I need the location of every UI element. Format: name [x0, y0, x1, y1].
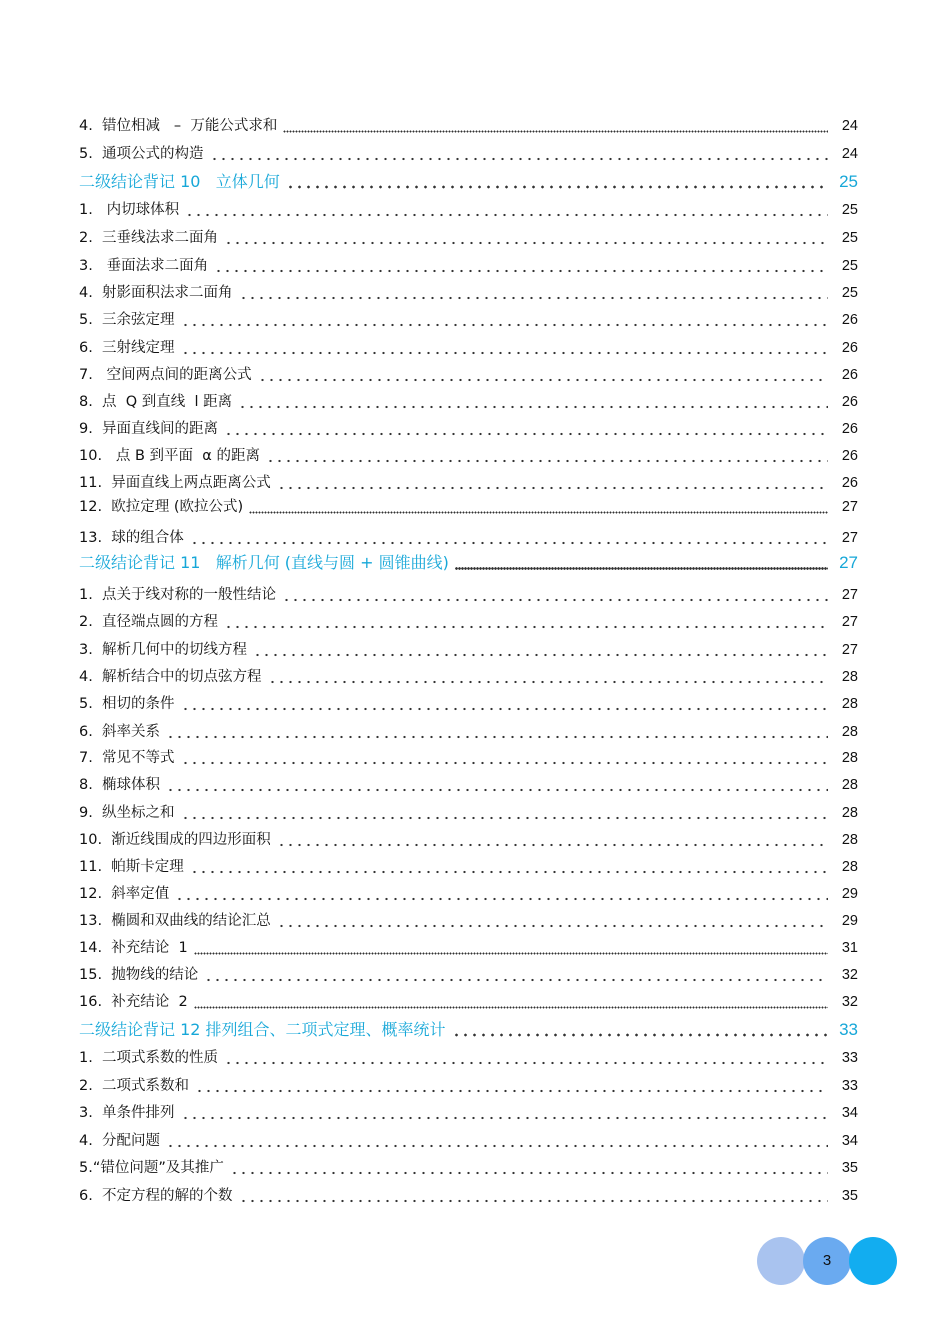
toc-page-number: 24 [841, 146, 858, 162]
toc-entry-title: 6. 不定方程的解的个数 [79, 1188, 233, 1204]
toc-page-number: 28 [841, 777, 858, 793]
toc-page-number: 26 [841, 367, 858, 383]
toc-leader-dots [166, 721, 828, 739]
toc-page-number: 26 [841, 421, 858, 437]
toc-entry[interactable] [79, 280, 858, 302]
toc-leader-dots [185, 199, 828, 217]
toc-page-number: 34 [841, 1105, 858, 1121]
toc-entry[interactable] [79, 389, 858, 411]
toc-entry-title: 3. 单条件排列 [79, 1105, 175, 1121]
toc-entry-title: 二级结论背记 12 排列组合、二项式定理、概率统计 [79, 1020, 446, 1039]
toc-leader-dots [190, 856, 828, 874]
toc-leader-dots [282, 584, 828, 602]
toc-entry-title: 5. 通项公式的构造 [79, 146, 204, 162]
toc-page-number: 28 [841, 669, 858, 685]
toc-entry-title: 二级结论背记 11 解析几何 (直线与圆 + 圆锥曲线) [79, 553, 449, 572]
toc-entry-title: 12. 斜率定值 [79, 886, 170, 902]
toc-entry[interactable] [79, 908, 858, 930]
toc-page-number: 27 [841, 530, 858, 546]
toc-leader-dots [210, 143, 828, 161]
toc-entry-title: 2. 直径端点圆的方程 [79, 614, 219, 630]
toc-leader-dots [283, 115, 828, 133]
toc-entry[interactable] [79, 470, 858, 492]
toc-page-number: 27 [841, 642, 858, 658]
toc-leader-dots [455, 552, 828, 570]
toc-entry[interactable] [79, 113, 858, 135]
toc-entry-title: 15. 抛物线的结论 [79, 967, 199, 983]
toc-entry-title: 4. 射影面积法求二面角 [79, 285, 233, 301]
toc-page-number: 28 [841, 859, 858, 875]
toc-page-number: 27 [839, 553, 858, 572]
toc-entry-title: 6. 斜率关系 [79, 724, 161, 740]
toc-page-number: 35 [841, 1160, 858, 1176]
toc-entry[interactable] [79, 197, 858, 219]
toc-entry-title: 1. 内切球体积 [79, 202, 180, 218]
toc-entry[interactable] [79, 609, 858, 631]
toc-entry[interactable] [79, 525, 858, 547]
footer-circle-right [849, 1237, 897, 1285]
toc-page-number: 35 [841, 1188, 858, 1204]
toc-entry-title: 8. 椭球体积 [79, 777, 161, 793]
toc-entry-title: 10. 点 B 到平面 α 的距离 [79, 448, 260, 464]
toc-leader-dots [181, 337, 828, 355]
toc-entry[interactable] [79, 854, 858, 876]
toc-leader-dots [224, 418, 828, 436]
toc-entry[interactable] [79, 1155, 858, 1177]
toc-page-number: 34 [841, 1133, 858, 1149]
toc-entry[interactable] [79, 800, 858, 822]
toc-leader-dots [230, 1157, 828, 1175]
toc-entry[interactable] [79, 745, 858, 767]
toc-entry-title: 11. 帕斯卡定理 [79, 859, 184, 875]
toc-page-number: 28 [841, 832, 858, 848]
toc-leader-dots [253, 639, 828, 657]
toc-leader-dots [166, 774, 828, 792]
toc-entry-title: 13. 球的组合体 [79, 530, 184, 546]
toc-leader-dots [239, 1185, 828, 1203]
toc-page-number: 32 [841, 967, 858, 983]
toc-leader-dots [268, 666, 828, 684]
toc-chapter-entry[interactable] [79, 169, 858, 191]
toc-entry-title: 5. 三余弦定理 [79, 312, 175, 328]
toc-leader-dots [286, 171, 828, 189]
toc-leader-dots [238, 391, 828, 409]
toc-entry-title: 9. 异面直线间的距离 [79, 421, 219, 437]
toc-entry-title: 13. 椭圆和双曲线的结论汇总 [79, 913, 271, 929]
toc-leader-dots [239, 282, 828, 300]
toc-page-number: 33 [841, 1078, 858, 1094]
toc-page-number: 26 [841, 394, 858, 410]
toc-entry[interactable] [79, 637, 858, 659]
toc-entry[interactable] [79, 362, 858, 384]
toc-leader-dots [214, 255, 828, 273]
toc-entry-title: 6. 三射线定理 [79, 340, 175, 356]
toc-entry[interactable] [79, 494, 858, 516]
toc-entry[interactable] [79, 935, 858, 957]
toc-leader-dots [194, 991, 828, 1009]
page-number: 3 [822, 1252, 832, 1269]
toc-chapter-entry[interactable] [79, 550, 858, 572]
toc-page-number: 28 [841, 724, 858, 740]
toc-entry-title: 14. 补充结论 1 [79, 940, 188, 956]
toc-page-number: 26 [841, 340, 858, 356]
toc-entry[interactable] [79, 253, 858, 275]
toc-leader-dots [224, 611, 828, 629]
toc-entry-title: 1. 点关于线对称的一般性结论 [79, 587, 277, 603]
toc-leader-dots [181, 1102, 828, 1120]
toc-page-number: 25 [841, 285, 858, 301]
toc-page-number: 25 [841, 202, 858, 218]
toc-entry[interactable] [79, 1128, 858, 1150]
toc-entry-title: 9. 纵坐标之和 [79, 805, 175, 821]
toc-entry[interactable] [79, 307, 858, 329]
footer-circle-left [757, 1237, 805, 1285]
toc-leader-dots [166, 1130, 828, 1148]
toc-leader-dots [277, 472, 828, 490]
toc-entry[interactable] [79, 962, 858, 984]
page-footer-badge [757, 1237, 897, 1285]
toc-leader-dots [194, 937, 828, 955]
toc-entry[interactable] [79, 416, 858, 438]
toc-page-number: 27 [841, 499, 858, 515]
toc-page-number: 33 [841, 1050, 858, 1066]
toc-leader-dots [277, 829, 828, 847]
toc-entry[interactable] [79, 989, 858, 1011]
toc-entry[interactable] [79, 1073, 858, 1095]
toc-leader-dots [258, 364, 828, 382]
toc-entry[interactable] [79, 443, 858, 465]
toc-leader-dots [452, 1019, 828, 1037]
toc-leader-dots [224, 1047, 828, 1065]
toc-entry-title: 4. 分配问题 [79, 1133, 161, 1149]
toc-entry[interactable] [79, 772, 858, 794]
toc-entry[interactable] [79, 719, 858, 741]
toc-page-number: 26 [841, 312, 858, 328]
toc-leader-dots [181, 309, 828, 327]
toc-entry[interactable] [79, 225, 858, 247]
toc-entry-title: 12. 欧拉定理 (欧拉公式) [79, 499, 244, 515]
toc-entry[interactable] [79, 691, 858, 713]
toc-page-number: 28 [841, 805, 858, 821]
toc-page-number: 28 [841, 750, 858, 766]
toc-leader-dots [277, 910, 828, 928]
toc-leader-dots [204, 964, 828, 982]
toc-entry[interactable] [79, 141, 858, 163]
toc-entry-title: 7. 常见不等式 [79, 750, 175, 766]
toc-entry-title: 二级结论背记 10 立体几何 [79, 172, 280, 191]
toc-entry-title: 7. 空间两点间的距离公式 [79, 367, 252, 383]
toc-entry[interactable] [79, 1045, 858, 1067]
toc-entry[interactable] [79, 335, 858, 357]
toc-entry-title: 2. 二项式系数和 [79, 1078, 190, 1094]
toc-entry-title: 3. 解析几何中的切线方程 [79, 642, 248, 658]
toc-entry-title: 5. 相切的条件 [79, 696, 175, 712]
toc-page-number: 25 [841, 230, 858, 246]
toc-entry-title: 11. 异面直线上两点距离公式 [79, 475, 271, 491]
toc-page-number: 26 [841, 448, 858, 464]
toc-entry[interactable] [79, 827, 858, 849]
toc-page-number: 27 [841, 587, 858, 603]
toc-entry[interactable] [79, 1100, 858, 1122]
toc-entry-title: 8. 点 Q 到直线 l 距离 [79, 394, 233, 410]
toc-entry-title: 5.“错位问题”及其推广 [79, 1160, 224, 1176]
toc-page-number: 26 [841, 475, 858, 491]
toc-leader-dots [224, 227, 828, 245]
toc-page-number: 25 [841, 258, 858, 274]
toc-entry-title: 2. 三垂线法求二面角 [79, 230, 219, 246]
toc-entry-title: 10. 渐近线围成的四边形面积 [79, 832, 271, 848]
toc-page-number: 31 [841, 940, 858, 956]
toc-entry[interactable] [79, 881, 858, 903]
toc-leader-dots [249, 496, 828, 514]
toc-page-number: 24 [841, 118, 858, 134]
toc-page-number: 27 [841, 614, 858, 630]
toc-leader-dots [181, 802, 828, 820]
toc-leader-dots [175, 883, 828, 901]
toc-page-number: 33 [839, 1020, 858, 1039]
toc-entry[interactable] [79, 1183, 858, 1205]
toc-entry[interactable] [79, 582, 858, 604]
toc-entry-title: 3. 垂面法求二面角 [79, 258, 209, 274]
toc-entry[interactable] [79, 664, 858, 686]
toc-entry-title: 4. 错位相减 – 万能公式求和 [79, 118, 278, 134]
toc-leader-dots [181, 747, 828, 765]
toc-leader-dots [266, 445, 828, 463]
toc-leader-dots [190, 527, 828, 545]
toc-page-number: 25 [839, 172, 858, 191]
toc-page-number: 29 [841, 913, 858, 929]
toc-entry-title: 4. 解析结合中的切点弦方程 [79, 669, 262, 685]
toc-entry-title: 16. 补充结论 2 [79, 994, 188, 1010]
toc-leader-dots [195, 1075, 828, 1093]
toc-entry-title: 1. 二项式系数的性质 [79, 1050, 219, 1066]
toc-page-number: 32 [841, 994, 858, 1010]
toc-page-number: 29 [841, 886, 858, 902]
toc-leader-dots [181, 693, 828, 711]
toc-page-number: 28 [841, 696, 858, 712]
toc-chapter-entry[interactable] [79, 1017, 858, 1039]
